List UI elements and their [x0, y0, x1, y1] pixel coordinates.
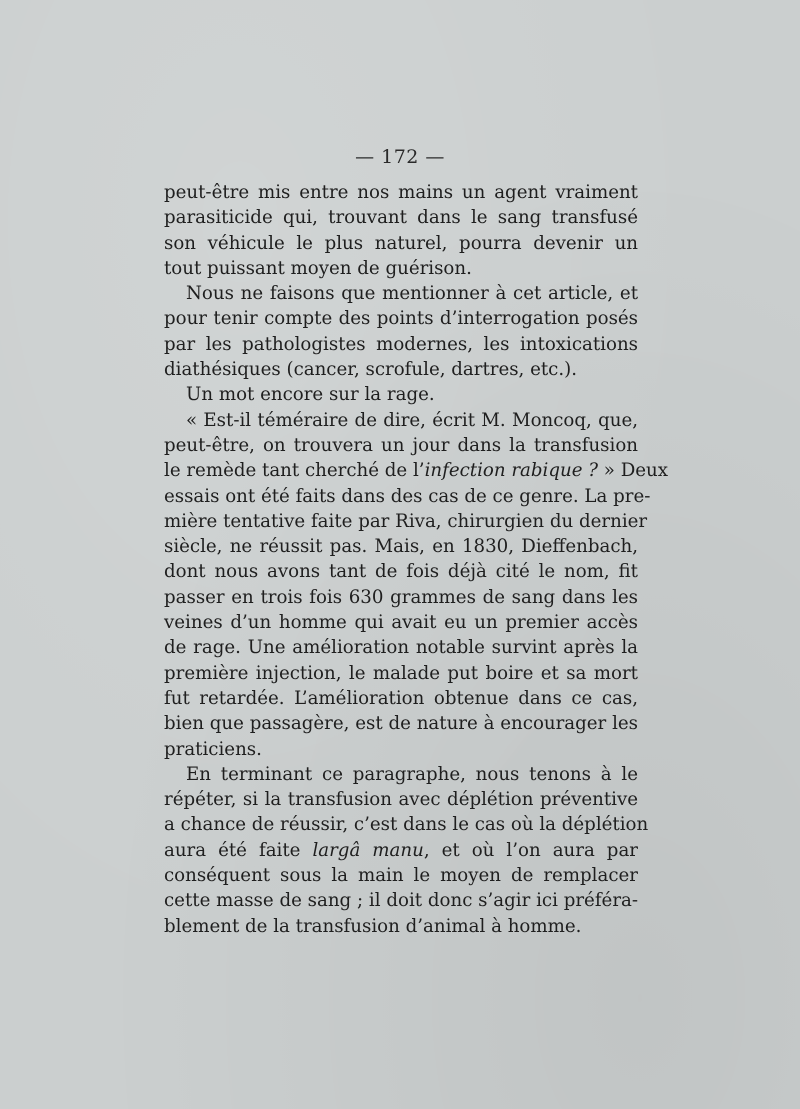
- text-line: bien que passagère, est de nature à encourager les: [164, 713, 638, 735]
- italic-phrase: largâ manu: [312, 839, 424, 861]
- body-text: [164, 180, 669, 939]
- text-line: répéter, si la transfusion avec déplétion préventive: [164, 789, 638, 811]
- text-line: parasiticide qui, trouvant dans le sang transfusé: [164, 207, 638, 229]
- text-line: peut-être mis entre nos mains un agent vraiment: [164, 182, 638, 203]
- page-number: — 172 —: [355, 146, 445, 168]
- text-line: Un mot encore sur la rage.: [186, 384, 435, 406]
- text-line: veines d’un homme qui avait eu un premier accès: [164, 612, 638, 634]
- text-line: praticiens.: [164, 738, 262, 760]
- text-line: cette masse de sang ; il doit donc s’agir ici préféra-: [164, 890, 638, 912]
- text-line: dont nous avons tant de fois déjà cité le nom, fit: [164, 561, 638, 583]
- text-line: tout puissant moyen de guérison.: [164, 257, 472, 279]
- text-line: essais ont été faits dans des cas de ce genre. La pre-: [164, 485, 651, 507]
- italic-phrase: infection rabique ?: [424, 460, 598, 482]
- text-line: a chance de réussir, c’est dans le cas où la déplétion: [164, 814, 649, 836]
- text-line: aura été faite largâ manu, et où l’on aura par: [164, 839, 638, 861]
- text-line: pour tenir compte des points d’interrogation posés: [164, 308, 638, 330]
- text-line: fut retardée. L’amélioration obtenue dans ce cas,: [164, 687, 638, 709]
- text-line: de rage. Une amélioration notable survint après la: [164, 637, 638, 659]
- text-line: Nous ne faisons que mentionner à cet article, et: [186, 283, 638, 305]
- text-line: « Est-il téméraire de dire, écrit M. Moncoq, que,: [186, 409, 638, 431]
- text-line: diathésiques (cancer, scrofule, dartres, etc.).: [164, 359, 578, 381]
- text-line: En terminant ce paragraphe, nous tenons à le: [186, 763, 638, 785]
- text-line: siècle, ne réussit pas. Mais, en 1830, Dieffenbach,: [164, 536, 638, 558]
- text-line: mière tentative faite par Riva, chirurgien du dernier: [164, 510, 648, 532]
- text-line: peut-être, on trouvera un jour dans la transfusion: [164, 434, 638, 456]
- text-line: passer en trois fois 630 grammes de sang dans les: [164, 586, 638, 608]
- text-line: par les pathologistes modernes, les intoxications: [164, 333, 638, 355]
- text-line: conséquent sous la main le moyen de remplacer: [164, 865, 638, 887]
- text-line: le remède tant cherché de l’infection rabique ? » Deux: [164, 460, 669, 482]
- text-line: blement de la transfusion d’animal à homme.: [164, 915, 582, 937]
- text-line: son véhicule le plus naturel, pourra devenir un: [164, 232, 638, 254]
- text-line: première injection, le malade put boire et sa mort: [164, 662, 638, 684]
